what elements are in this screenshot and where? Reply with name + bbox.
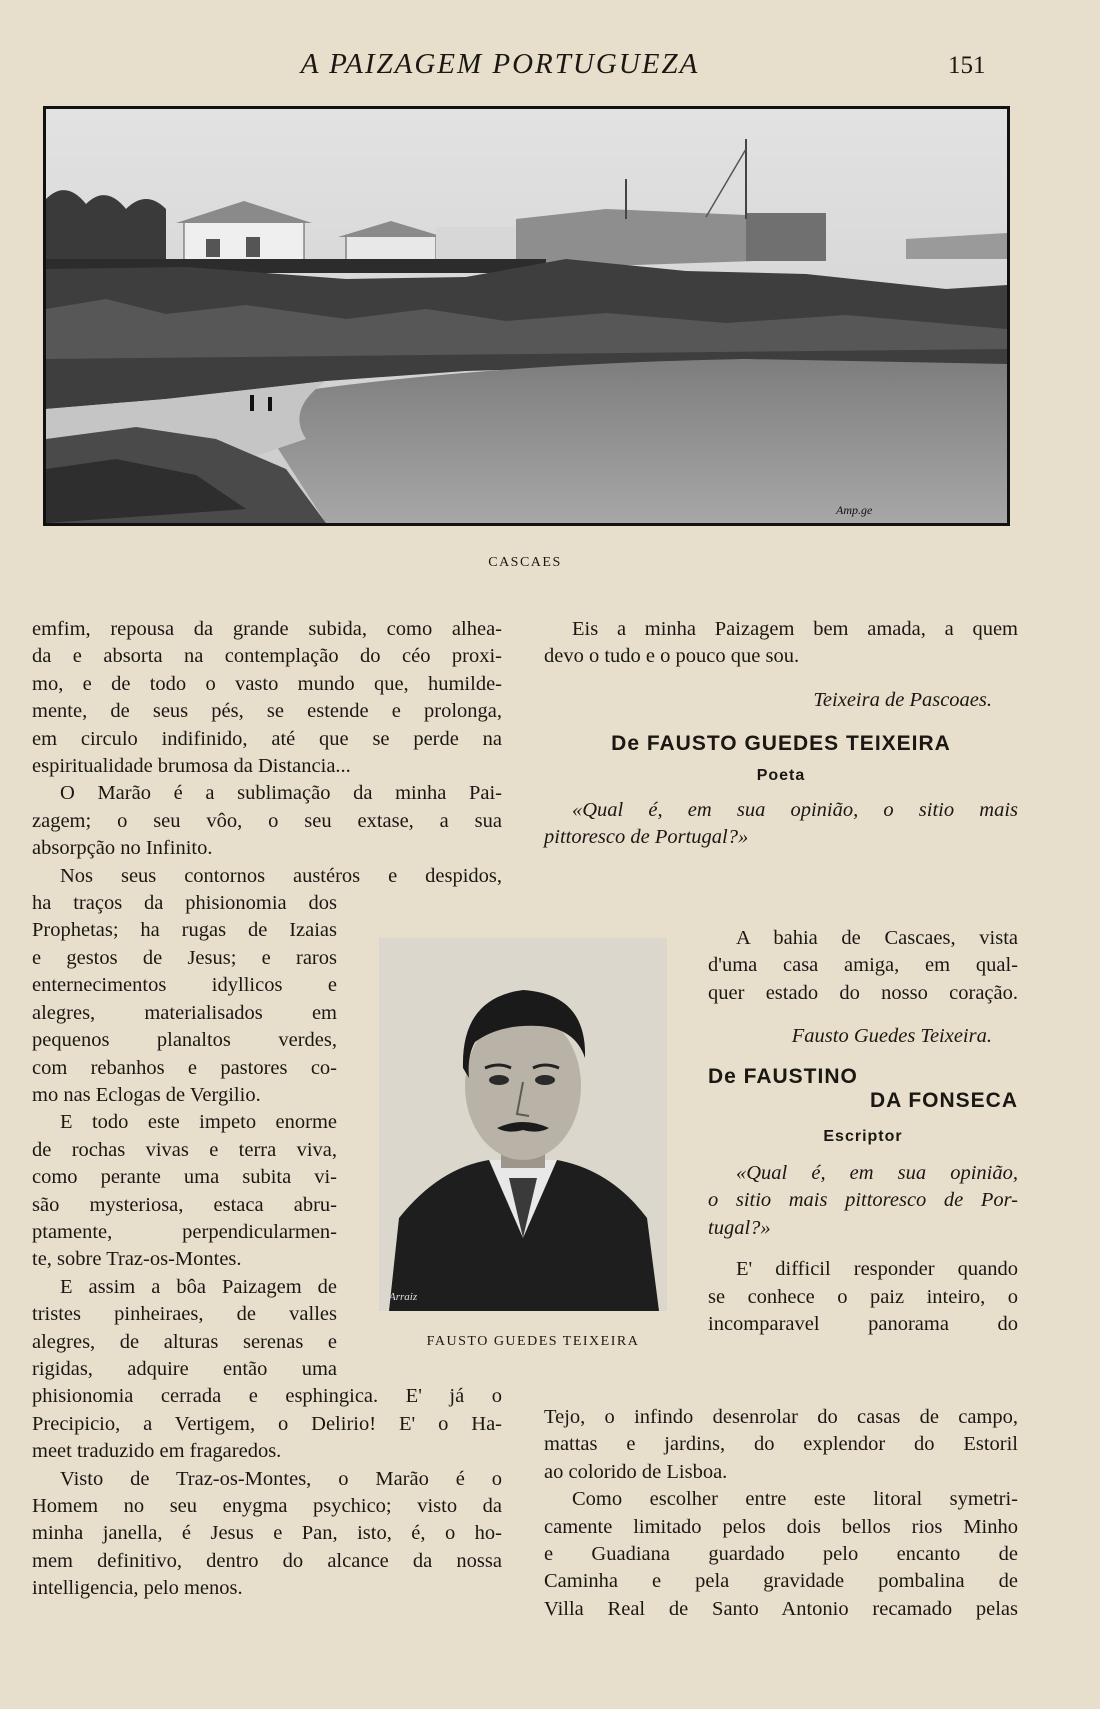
right-intro xyxy=(544,616,1018,671)
text-line: Prophetas; ha rugas de Izaias xyxy=(32,919,337,942)
text-line: Tejo, o infindo desenrolar do casas de campo, xyxy=(544,1406,1018,1428)
text-line: mente, de seus pés, se estende e prolonga, xyxy=(32,700,502,723)
section-question xyxy=(544,797,1018,852)
text-line: de rochas vivas e terra viva, xyxy=(32,1138,337,1161)
text-line: Homem no seu enygma psychico; visto da xyxy=(32,1495,502,1517)
section-answer-continued xyxy=(544,1404,1018,1486)
left-paragraph-3 xyxy=(32,863,502,890)
section-role: Poeta xyxy=(756,766,806,784)
text-line: zagem; o seu vôo, o seu extase, a sua xyxy=(32,809,502,832)
left-paragraph-4 xyxy=(32,1109,337,1273)
left-paragraph-5 xyxy=(32,1274,337,1384)
text-line: minha janella, é Jesus e Pan, isto, é, o ho- xyxy=(32,1522,502,1545)
text-line: rigidas, adquire então uma xyxy=(32,1357,337,1380)
section-role: Escriptor xyxy=(823,1127,903,1145)
text-line: em circulo indifinido, até que se perde na xyxy=(32,727,502,750)
portrait-caption: FAUSTO GUEDES TEIXEIRA xyxy=(426,1334,640,1349)
left-paragraph-6 xyxy=(32,1466,502,1603)
text-line: Villa Real de Santo Antonio recamado pelas xyxy=(544,1597,1018,1620)
right-column-narrow-1 xyxy=(708,925,1018,1338)
text-line: Caminha e pela gravidade pombalina de xyxy=(544,1570,1018,1593)
running-title: A PAIZAGEM PORTUGUEZA xyxy=(300,48,700,80)
text-line: tristes pinheiraes, de valles xyxy=(32,1303,337,1326)
text-line: devo o tudo e o pouco que sou. xyxy=(544,645,800,668)
text-line: O Marão é a sublimação da minha Pai- xyxy=(60,782,502,805)
page-number: 151 xyxy=(948,52,986,79)
text-line: E' difficil responder quando xyxy=(736,1258,1018,1281)
heading-line: DA FONSECA xyxy=(869,1088,1018,1112)
text-line: incomparavel panorama do xyxy=(708,1313,1018,1336)
text-line: mo, e de todo o vasto mundo que, humilde- xyxy=(32,672,502,695)
text-line: Visto de Traz-os-Montes, o Marão é o xyxy=(60,1467,502,1490)
text-line: tugal?» xyxy=(708,1216,771,1239)
portrait-signature: Arraiz xyxy=(389,1291,418,1303)
text-line: se conhece o paiz inteiro, o xyxy=(708,1285,1018,1308)
left-paragraph-1 xyxy=(32,616,502,780)
photo-caption: CASCAES xyxy=(488,555,562,570)
text-line: são mysteriosa, estaca abru- xyxy=(32,1193,337,1216)
text-line: mem definitivo, dentro do alcance da nossa xyxy=(32,1549,502,1572)
section-heading: De FAUSTO GUEDES TEIXEIRA xyxy=(611,732,951,756)
intro-signature: Teixeira de Pascoaes. xyxy=(813,688,992,711)
text-line: Como escolher entre este litoral symetri- xyxy=(572,1488,1018,1511)
text-line: alegres, de alturas serenas e xyxy=(32,1330,337,1353)
left-paragraph-5-wide xyxy=(32,1383,502,1465)
text-line: pequenos planaltos verdes, xyxy=(32,1029,337,1052)
text-line: phisionomia cerrada e esphingica. E' já o xyxy=(32,1385,502,1408)
photo-signature: Amp.ge xyxy=(836,503,873,517)
text-line: A bahia de Cascaes, vista xyxy=(736,927,1018,949)
text-line: e Guadiana guardado pelo encanto de xyxy=(544,1543,1018,1566)
text-line: ao colorido de Lisboa. xyxy=(544,1460,728,1483)
text-line: Nos seus contornos austéros e despidos, xyxy=(60,864,502,887)
text-line: meet traduzido em fragaredos. xyxy=(32,1440,282,1463)
text-line: o sitio mais pittoresco de Por- xyxy=(708,1189,1018,1212)
text-line: «Qual é, em sua opinião, xyxy=(736,1162,1018,1185)
text-line: ptamente, perpendicularmen- xyxy=(32,1220,337,1243)
right-column xyxy=(544,616,1018,852)
text-line: te, sobre Traz-os-Montes. xyxy=(32,1248,242,1271)
text-line: espiritualidade brumosa da Distancia... xyxy=(32,755,351,778)
text-line: e gestos de Jesus; e raros xyxy=(32,946,337,969)
text-line: emfim, repousa da grande subida, como alhea- xyxy=(32,618,502,640)
section-answer xyxy=(708,925,1018,1007)
text-line: da e absorta na contemplação do céo proxi- xyxy=(32,645,502,668)
text-line: d'uma casa amiga, em qual- xyxy=(708,954,1018,977)
text-line: com rebanhos e pastores co- xyxy=(32,1056,337,1079)
text-line: Precipicio, a Vertigem, o Delirio! E' o Ha- xyxy=(32,1412,502,1435)
text-line: alegres, materialisados em xyxy=(32,1001,337,1024)
text-line: ha traços da phisionomia dos xyxy=(32,892,337,915)
cascaes-photo xyxy=(43,106,1010,526)
text-line: camente limitado pelos dois bellos rios Minho xyxy=(544,1515,1018,1538)
left-paragraph-2 xyxy=(32,780,502,862)
text-line: mattas e jardins, do explendor do Estoril xyxy=(544,1433,1018,1456)
text-line: E todo este impeto enorme xyxy=(60,1111,337,1134)
text-line: pittoresco de Portugal?» xyxy=(544,826,749,849)
section-heading xyxy=(708,1065,1018,1113)
text-line: E assim a bôa Paizagem de xyxy=(60,1275,337,1298)
section-paragraph-2 xyxy=(544,1486,1018,1623)
section-question xyxy=(708,1160,1018,1242)
text-line: como perante uma subita vi- xyxy=(32,1166,337,1189)
section-answer xyxy=(708,1256,1018,1338)
left-paragraph-3-narrow xyxy=(32,890,337,1109)
text-line: Eis a minha Paizagem bem amada, a quem xyxy=(572,618,1018,640)
text-line: intelligencia, pelo menos. xyxy=(32,1577,243,1600)
text-line: absorpção no Infinito. xyxy=(32,837,213,860)
right-column-bottom xyxy=(544,1404,1018,1623)
heading-line: De FAUSTINO xyxy=(708,1064,858,1088)
text-line: mo nas Eclogas de Vergilio. xyxy=(32,1083,261,1106)
text-line: enternecimentos idyllicos e xyxy=(32,974,337,997)
section-signature: Fausto Guedes Teixeira. xyxy=(791,1025,992,1048)
text-line: quer estado do nosso coração. xyxy=(708,981,1018,1004)
text-line: «Qual é, em sua opinião, o sitio mais xyxy=(572,799,1018,822)
portrait-photo xyxy=(379,938,667,1311)
